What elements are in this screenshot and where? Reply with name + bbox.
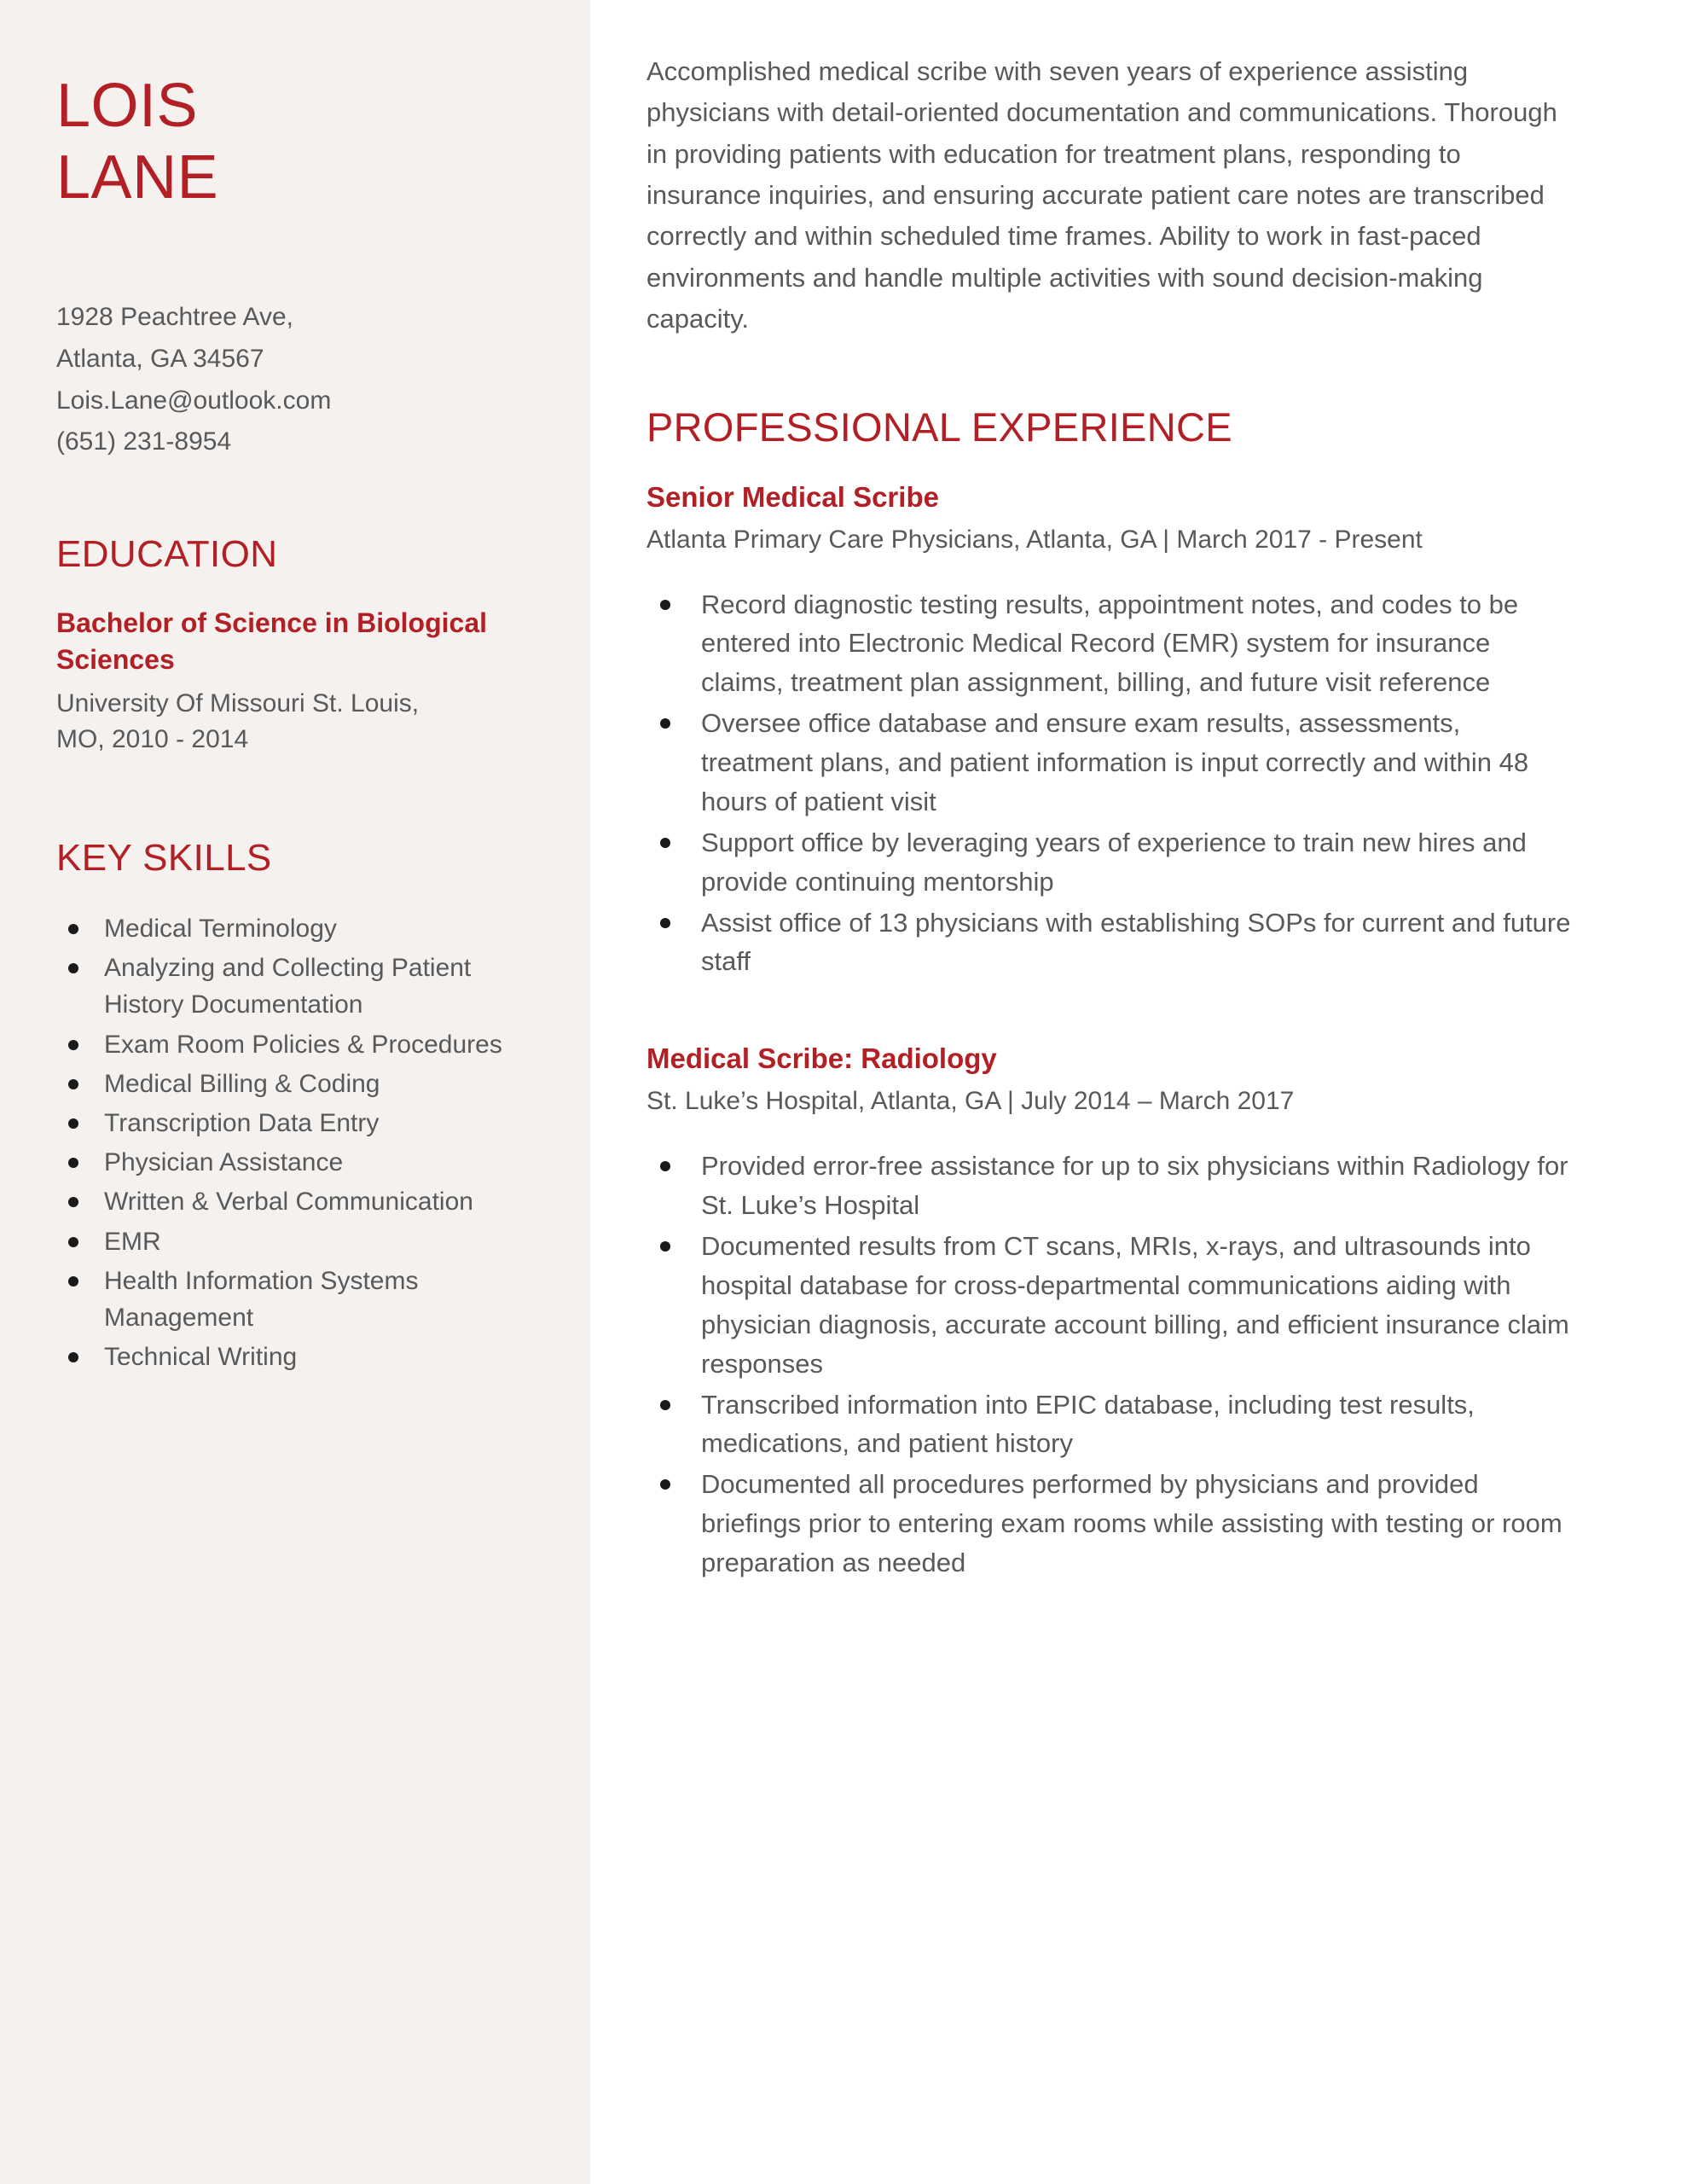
- professional-summary: Accomplished medical scribe with seven years of experience assisting physicians with detail-oriented documentation and communications. Thorough in providing patients with education for treatment plans, responding to insurance inquiries, and ensuring accurate patient care notes are transcribed correctly and within scheduled time frames. Ability to work in fast-paced environments and handle multiple activities with sound decision-making capacity.: [646, 56, 1557, 334]
- list-item: Technical Writing: [56, 1339, 539, 1375]
- experience-entry: [646, 481, 1576, 982]
- job-title: Medical Scribe: Radiology: [646, 1043, 997, 1075]
- candidate-name: [56, 70, 539, 213]
- list-item: Medical Terminology: [56, 910, 539, 947]
- key-skills-heading: KEY SKILLS: [56, 837, 272, 880]
- education-heading: EDUCATION: [56, 532, 278, 575]
- contact-street: 1928 Peachtree Ave,: [56, 303, 293, 332]
- job-title: Senior Medical Scribe: [646, 480, 939, 513]
- job-meta: St. Luke’s Hospital, Atlanta, GA | July 2014 – March 2017: [646, 1087, 1295, 1116]
- contact-email[interactable]: Lois.Lane@outlook.com: [56, 386, 332, 415]
- contact-block: [56, 297, 539, 462]
- education-degree: Bachelor of Science in Biological Sciences: [56, 607, 488, 676]
- job-duties-list: [646, 585, 1576, 982]
- key-skills-list: [56, 910, 539, 1375]
- list-item: Transcribed information into EPIC database, including test results, medications, and patient history: [646, 1385, 1576, 1464]
- list-item: Medical Billing & Coding: [56, 1066, 539, 1102]
- list-item: Oversee office database and ensure exam results, assessments, treatment plans, and patient information is input correctly and within 48 hours of patient visit: [646, 704, 1576, 822]
- list-item: Written & Verbal Communication: [56, 1183, 539, 1220]
- contact-phone[interactable]: (651) 231-8954: [56, 427, 232, 456]
- list-item: Provided error-free assistance for up to six physicians within Radiology for St. Luke’s Hospital: [646, 1147, 1576, 1225]
- list-item: Documented all procedures performed by physicians and provided briefings prior to entering exam rooms while assisting with testing or room preparation as needed: [646, 1465, 1576, 1583]
- list-item: Analyzing and Collecting Patient History Documentation: [56, 950, 539, 1023]
- list-item: Transcription Data Entry: [56, 1105, 539, 1141]
- resume-main: [590, 0, 1687, 2184]
- resume-sidebar: [0, 0, 590, 2184]
- job-meta: Atlanta Primary Care Physicians, Atlanta, GA | March 2017 - Present: [646, 525, 1423, 554]
- list-item: Health Information Systems Management: [56, 1263, 539, 1336]
- experience-entry: [646, 1043, 1576, 1583]
- last-name: LANE: [56, 143, 219, 212]
- list-item: Exam Room Policies & Procedures: [56, 1026, 539, 1063]
- education-school-line-1: University Of Missouri St. Louis,: [56, 688, 420, 717]
- list-item: Support office by leveraging years of experience to train new hires and provide continuing mentorship: [646, 823, 1576, 902]
- list-item: Physician Assistance: [56, 1144, 539, 1181]
- list-item: Documented results from CT scans, MRIs, x-rays, and ultrasounds into hospital database for cross-departmental communications aiding with physician diagnosis, accurate account billing, and efficient insurance claim responses: [646, 1227, 1576, 1384]
- contact-city-state-zip: Atlanta, GA 34567: [56, 345, 264, 374]
- first-name: LOIS: [56, 72, 199, 140]
- list-item: EMR: [56, 1223, 539, 1260]
- list-item: Assist office of 13 physicians with establishing SOPs for current and future staff: [646, 903, 1576, 982]
- professional-experience-heading: PROFESSIONAL EXPERIENCE: [646, 404, 1232, 450]
- list-item: Record diagnostic testing results, appointment notes, and codes to be entered into Electronic Medical Record (EMR) system for insurance claims, treatment plan assignment, billing, and future visit reference: [646, 585, 1576, 703]
- job-duties-list: [646, 1147, 1576, 1583]
- education-school-line-2: MO, 2010 - 2014: [56, 725, 249, 754]
